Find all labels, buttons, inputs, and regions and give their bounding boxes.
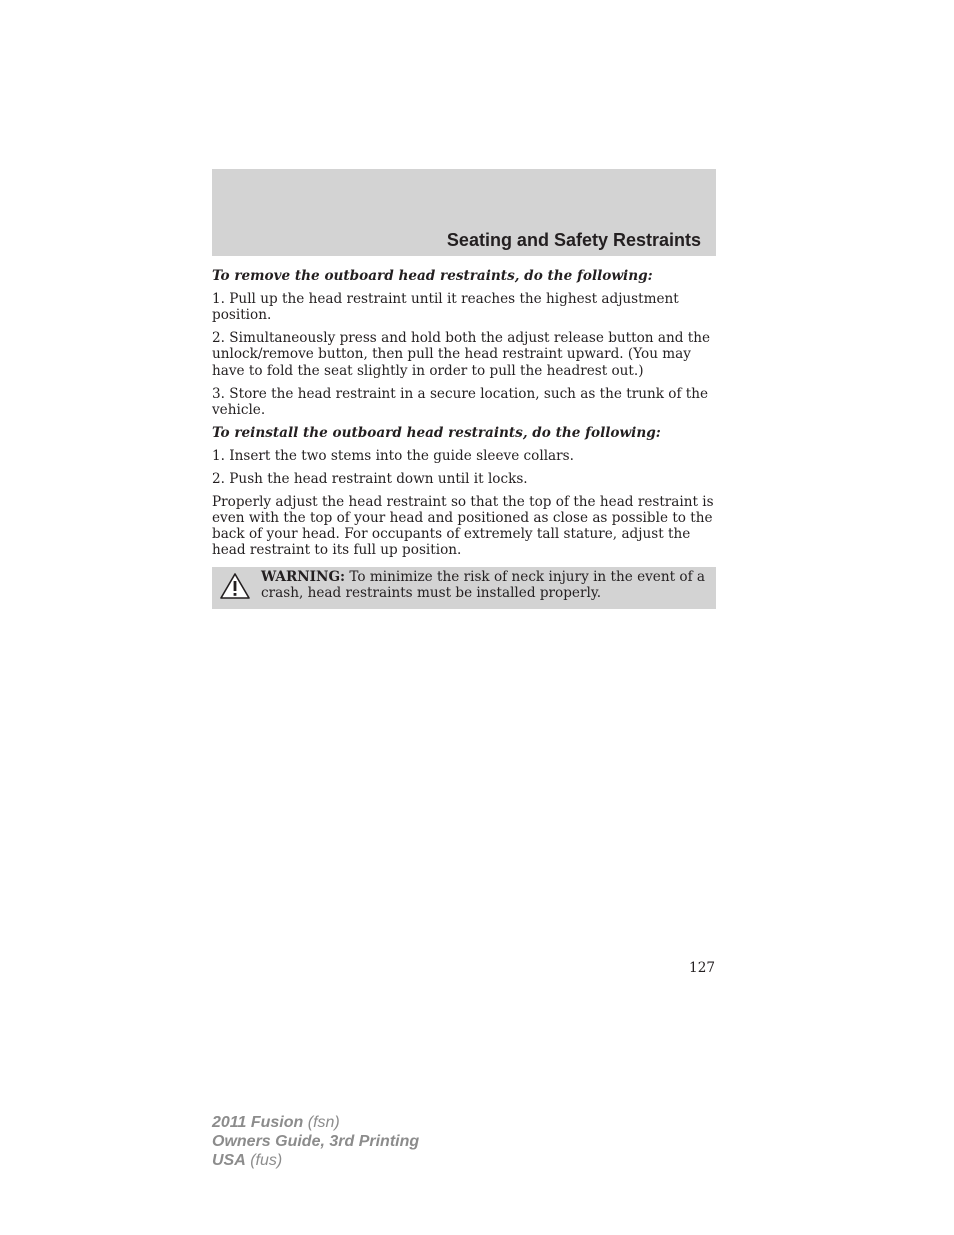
- warning-triangle-icon: [219, 572, 251, 600]
- document-footer: [212, 1113, 419, 1170]
- warning-text: To minimize the risk of neck injury in the event of a crash, head restraints must be installed properly.: [261, 568, 706, 601]
- remove-heading: To remove the outboard head restraints, do the following:: [212, 268, 653, 284]
- footer-market: USA: [212, 1152, 246, 1169]
- reinstall-step-1: 1. Insert the two stems into the guide sleeve collars.: [212, 447, 574, 464]
- section-title: Seating and Safety Restraints: [446, 230, 701, 250]
- footer-model: 2011 Fusion: [212, 1114, 304, 1131]
- remove-step-2: 2. Simultaneously press and hold both the adjust release button and the unlock/remove button, then pull the head restraint upward. (You may have to fold the seat slightly in order to pull the headrest out.): [212, 330, 710, 379]
- page-content: [212, 268, 716, 609]
- reinstall-step-2: 2. Push the head restraint down until it locks.: [212, 470, 528, 487]
- footer-line-1: [212, 1113, 419, 1132]
- warning-label: WARNING:: [261, 568, 346, 585]
- remove-step-3: 3. Store the head restraint in a secure location, such as the trunk of the vehicle.: [212, 385, 709, 418]
- remove-step-1: 1. Pull up the head restraint until it reaches the highest adjustment position.: [212, 291, 679, 324]
- reinstall-heading: To reinstall the outboard head restraints, do the following:: [212, 424, 661, 441]
- footer-market-code: (fus): [245, 1152, 283, 1169]
- warning-box: [212, 567, 716, 609]
- page-number: 127: [689, 960, 715, 976]
- footer-line-2: [212, 1132, 419, 1151]
- footer-guide: Owners Guide, 3rd Printing: [212, 1133, 420, 1150]
- adjust-paragraph: Properly adjust the head restraint so that the top of the head restraint is even with the top of your head and positioned as close as possible to the back of your head. For occupants of extremely tall stature, adjust the head restraint to its full up position.: [212, 493, 714, 559]
- footer-line-3: [212, 1151, 419, 1170]
- footer-model-code: (fsn): [303, 1114, 340, 1131]
- section-header-band: [212, 169, 716, 256]
